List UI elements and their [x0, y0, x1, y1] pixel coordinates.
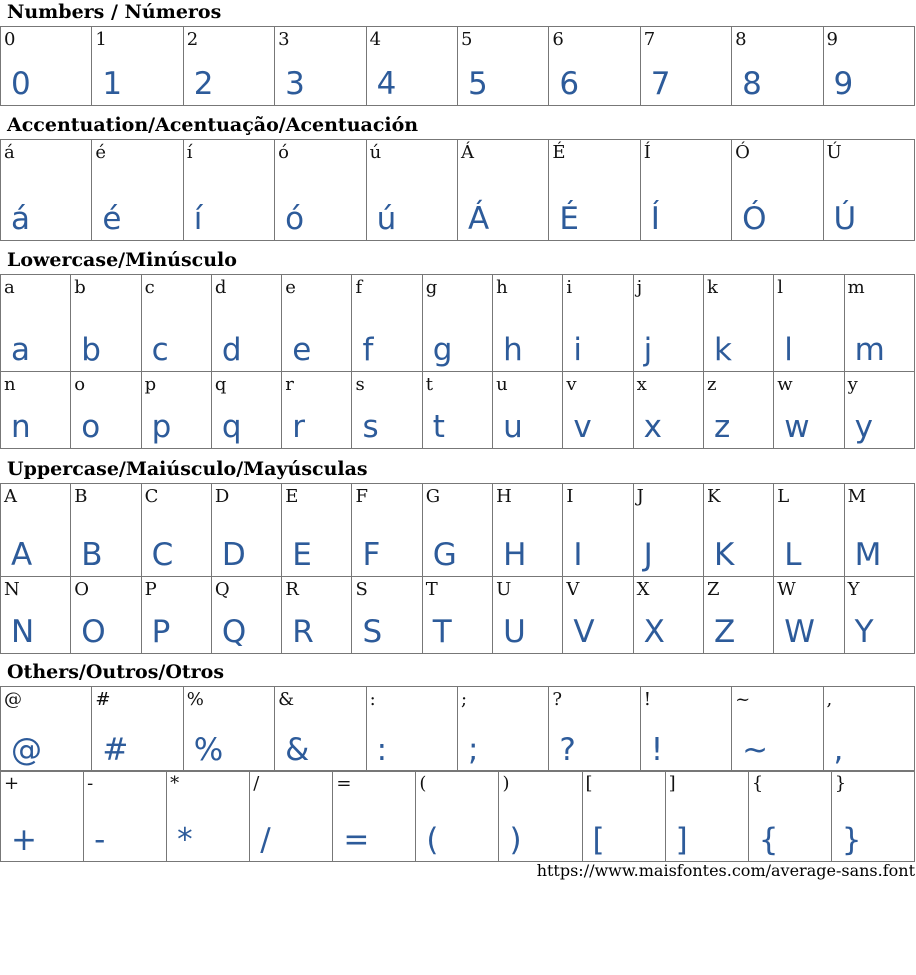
glyph-sample: @ [11, 732, 42, 768]
glyph-caption: Í [643, 142, 651, 163]
glyph-caption: ? [552, 689, 562, 710]
glyph-sample: 1 [102, 66, 123, 102]
glyph-caption: * [170, 773, 180, 794]
glyph-sample: k [713, 332, 732, 368]
glyph-sample: z [713, 409, 731, 445]
source-url: https://www.maisfontes.com/average-sans.font [536, 861, 915, 880]
glyph-caption: é [95, 142, 107, 163]
glyph-caption: j [636, 277, 643, 298]
glyph-caption: w [777, 374, 793, 395]
glyph-sample: 8 [742, 66, 762, 102]
glyph-caption: 8 [735, 29, 747, 50]
section-title-others: Others/Outros/Otros [7, 661, 225, 683]
glyph-caption: t [425, 374, 434, 395]
glyph-caption: z [706, 374, 717, 395]
glyph-caption: f [355, 277, 363, 298]
glyph-caption: Z [706, 579, 720, 600]
glyph-cell-numbers-u30 [1, 27, 92, 106]
glyph-cell-numbers-u32 [183, 27, 274, 106]
glyph-caption: P [144, 579, 157, 600]
numbers-grid [0, 26, 915, 106]
glyph-cell-others-u2b [1, 771, 84, 862]
glyph-sample: ? [559, 732, 576, 768]
glyph-cell-others-u7e [732, 687, 823, 772]
glyph-sample: q [221, 409, 242, 445]
glyph-cell-others-u26 [275, 687, 366, 772]
glyph-sample: P [151, 614, 171, 650]
glyph-sample: * [177, 822, 193, 858]
glyph-cell-others-u2f [250, 771, 333, 862]
glyph-sample: ó [285, 201, 305, 237]
glyph-caption: n [4, 374, 16, 395]
glyph-cell-lowercase-u76 [563, 372, 633, 449]
glyph-caption: 0 [4, 29, 16, 50]
glyph-caption: D [214, 486, 230, 507]
glyph-row [1, 687, 915, 772]
glyph-sample: w [784, 409, 810, 445]
glyph-caption: N [4, 579, 20, 600]
glyph-cell-uppercase-u48 [493, 484, 563, 577]
glyph-cell-others-u5b [582, 771, 665, 862]
glyph-cell-uppercase-u54 [422, 577, 492, 654]
glyph-sample: # [102, 732, 129, 768]
glyph-cell-uppercase-u5a [703, 577, 773, 654]
glyph-cell-uppercase-u52 [282, 577, 352, 654]
glyph-sample: A [11, 537, 33, 573]
glyph-sample: 2 [193, 66, 214, 102]
glyph-sample: U [503, 614, 526, 650]
glyph-cell-others-u5d [665, 771, 748, 862]
glyph-caption: Ó [735, 142, 750, 163]
section-title-lowercase: Lowercase/Minúsculo [7, 249, 237, 271]
glyph-cell-others-u25 [183, 687, 274, 772]
glyph-sample: D [221, 537, 246, 573]
glyph-sample: G [432, 537, 457, 573]
glyph-caption: Ú [826, 142, 842, 163]
glyph-sample: m [854, 332, 885, 368]
glyph-sample: O [81, 614, 106, 650]
glyph-cell-lowercase-u6e [1, 372, 71, 449]
glyph-sample: I [573, 537, 583, 573]
glyph-cell-accents-uc9 [549, 140, 640, 241]
glyph-cell-uppercase-u56 [563, 577, 633, 654]
glyph-sample: 3 [285, 66, 305, 102]
glyph-cell-lowercase-u61 [1, 275, 71, 372]
glyph-caption: c [144, 277, 155, 298]
glyph-sample: v [573, 409, 592, 445]
glyph-row [1, 484, 915, 577]
glyph-cell-others-u2c [823, 687, 914, 772]
glyph-sample: y [854, 409, 873, 445]
glyph-cell-numbers-u35 [457, 27, 548, 106]
glyph-cell-lowercase-u6c [774, 275, 844, 372]
glyph-cell-accents-ued [183, 140, 274, 241]
glyph-sample: Z [713, 614, 736, 650]
glyph-cell-others-u3b [457, 687, 548, 772]
glyph-cell-others-u3a [366, 687, 457, 772]
glyph-caption: & [278, 689, 295, 710]
glyph-sample: ( [426, 822, 439, 858]
glyph-caption: o [74, 374, 86, 395]
glyph-cell-others-u21 [640, 687, 731, 772]
glyph-caption: ) [502, 773, 510, 794]
glyph-cell-uppercase-u51 [211, 577, 281, 654]
glyph-cell-others-u40 [1, 687, 92, 772]
glyph-caption: @ [4, 689, 22, 710]
glyph-cell-numbers-u34 [366, 27, 457, 106]
glyph-caption: ] [668, 773, 676, 794]
glyph-sample: Ú [833, 201, 857, 237]
glyph-caption: U [496, 579, 512, 600]
glyph-sample: á [11, 201, 30, 237]
glyph-cell-uppercase-u43 [141, 484, 211, 577]
glyph-caption: G [425, 486, 441, 507]
glyph-caption: O [74, 579, 90, 600]
glyph-caption: i [566, 277, 573, 298]
glyph-caption: S [355, 579, 368, 600]
glyph-sample: - [94, 822, 106, 858]
glyph-sample: M [854, 537, 882, 573]
glyph-caption: { [751, 773, 764, 794]
glyph-caption: C [144, 486, 159, 507]
glyph-cell-uppercase-u41 [1, 484, 71, 577]
glyph-caption: X [636, 579, 650, 600]
glyph-cell-lowercase-u77 [774, 372, 844, 449]
glyph-caption: J [636, 486, 644, 507]
glyph-caption: m [847, 277, 865, 298]
glyph-cell-lowercase-u73 [352, 372, 422, 449]
glyph-cell-uppercase-u47 [422, 484, 492, 577]
glyph-row [1, 275, 915, 372]
section-title-uppercase: Uppercase/Maiúsculo/Mayúsculas [7, 458, 368, 480]
glyph-caption: y [847, 374, 858, 395]
glyph-cell-accents-ue9 [92, 140, 183, 241]
glyph-caption: = [336, 773, 352, 794]
glyph-sample: V [573, 614, 595, 650]
glyph-cell-numbers-u37 [640, 27, 731, 106]
glyph-caption: 4 [369, 29, 382, 50]
glyph-cell-others-u7b [748, 771, 831, 862]
glyph-cell-uppercase-u4e [1, 577, 71, 654]
glyph-cell-lowercase-u78 [633, 372, 703, 449]
glyph-cell-uppercase-u4b [703, 484, 773, 577]
glyph-cell-uppercase-u53 [352, 577, 422, 654]
glyph-cell-lowercase-u75 [493, 372, 563, 449]
glyph-cell-lowercase-u67 [422, 275, 492, 372]
glyph-sample: Q [221, 614, 247, 650]
glyph-caption: A [4, 486, 17, 507]
glyph-cell-accents-uf3 [275, 140, 366, 241]
glyph-sample: p [151, 409, 172, 445]
glyph-caption: % [186, 689, 204, 710]
glyph-sample: F [362, 537, 381, 573]
glyph-cell-others-u29 [499, 771, 582, 862]
glyph-sample: n [11, 409, 31, 445]
section-title-numbers: Numbers / Números [7, 1, 222, 23]
glyph-sample: 9 [833, 66, 854, 102]
glyph-caption: / [253, 773, 260, 794]
glyph-sample: Í [650, 201, 660, 237]
glyph-sample: , [833, 732, 844, 768]
glyph-caption: 9 [826, 29, 838, 50]
glyph-caption: á [4, 142, 15, 163]
glyph-caption: Á [460, 142, 474, 163]
glyph-sample: t [432, 409, 445, 445]
glyph-caption: h [496, 277, 508, 298]
glyph-sample: f [362, 332, 374, 368]
glyph-cell-uppercase-u46 [352, 484, 422, 577]
glyph-cell-lowercase-u65 [282, 275, 352, 372]
glyph-caption: F [355, 486, 368, 507]
glyph-sample: E [292, 537, 312, 573]
glyph-sample: + [11, 822, 37, 858]
glyph-row [1, 771, 915, 862]
glyph-sample: ! [650, 732, 664, 768]
glyph-cell-numbers-u31 [92, 27, 183, 106]
glyph-sample: d [221, 332, 242, 368]
glyph-sample: r [292, 409, 305, 445]
glyph-caption: E [285, 486, 299, 507]
glyph-caption: # [95, 689, 111, 710]
glyph-caption: 6 [552, 29, 564, 50]
glyph-caption: 2 [186, 29, 199, 50]
glyph-caption: ó [278, 142, 290, 163]
glyph-caption: B [74, 486, 88, 507]
glyph-sample: R [292, 614, 314, 650]
glyph-sample: C [151, 537, 174, 573]
glyph-caption: Y [847, 579, 860, 600]
glyph-caption: q [214, 374, 227, 395]
glyph-sample: b [81, 332, 101, 368]
glyph-sample: ú [376, 201, 397, 237]
glyph-cell-numbers-u33 [275, 27, 366, 106]
glyph-cell-accents-ue1 [1, 140, 92, 241]
glyph-sample: 7 [650, 66, 671, 102]
glyph-cell-lowercase-u6b [703, 275, 773, 372]
glyph-caption: H [496, 486, 512, 507]
others-grid-1 [0, 686, 915, 772]
glyph-cell-lowercase-u6a [633, 275, 703, 372]
glyph-caption: , [826, 689, 833, 710]
glyph-cell-uppercase-u57 [774, 577, 844, 654]
glyph-cell-lowercase-u74 [422, 372, 492, 449]
glyph-caption: r [285, 374, 294, 395]
glyph-cell-lowercase-u6f [71, 372, 141, 449]
glyph-sample: Ó [742, 201, 767, 237]
glyph-caption: L [777, 486, 790, 507]
glyph-cell-uppercase-u59 [844, 577, 914, 654]
glyph-caption: 5 [460, 29, 473, 50]
glyph-cell-uppercase-u42 [71, 484, 141, 577]
glyph-caption: v [566, 374, 577, 395]
glyph-cell-uppercase-u4f [71, 577, 141, 654]
glyph-cell-uppercase-u55 [493, 577, 563, 654]
lowercase-grid [0, 274, 915, 449]
glyph-sample: N [11, 614, 35, 650]
glyph-cell-others-u23 [92, 687, 183, 772]
glyph-cell-uppercase-u4d [844, 484, 914, 577]
glyph-caption: R [285, 579, 299, 600]
glyph-cell-others-u2d [84, 771, 167, 862]
glyph-caption: M [847, 486, 866, 507]
glyph-caption: - [87, 773, 94, 794]
glyph-sample: { [758, 822, 779, 858]
glyph-cell-lowercase-u69 [563, 275, 633, 372]
glyph-caption: + [4, 773, 20, 794]
glyph-caption: } [834, 773, 847, 794]
glyph-cell-lowercase-u72 [282, 372, 352, 449]
glyph-caption: : [369, 689, 376, 710]
glyph-cell-uppercase-u58 [633, 577, 703, 654]
glyph-row [1, 27, 915, 106]
glyph-sample: ) [509, 822, 522, 858]
glyph-cell-others-u7d [831, 771, 914, 862]
glyph-caption: k [706, 277, 718, 298]
glyph-sample: T [432, 614, 452, 650]
glyph-sample: 0 [11, 66, 31, 102]
glyph-sample: i [573, 332, 582, 368]
glyph-cell-lowercase-u70 [141, 372, 211, 449]
glyph-sample: H [503, 537, 527, 573]
glyph-caption: T [425, 579, 438, 600]
glyph-sample: / [260, 822, 271, 858]
glyph-sample: X [643, 614, 665, 650]
glyph-cell-others-u28 [416, 771, 499, 862]
glyph-cell-numbers-u36 [549, 27, 640, 106]
glyph-cell-others-u2a [167, 771, 250, 862]
glyph-cell-accents-ucd [640, 140, 731, 241]
glyph-caption: í [186, 142, 193, 163]
section-title-accents: Accentuation/Acentuação/Acentuación [7, 114, 419, 136]
glyph-cell-accents-uda [823, 140, 914, 241]
glyph-sample: h [503, 332, 523, 368]
glyph-sample: } [841, 822, 862, 858]
glyph-sample: [ [592, 822, 605, 858]
glyph-sample: Á [467, 201, 490, 237]
glyph-caption: x [636, 374, 647, 395]
glyph-sample: e [292, 332, 312, 368]
glyph-sample: = [343, 822, 370, 858]
glyph-cell-uppercase-u4c [774, 484, 844, 577]
glyph-sample: 4 [376, 66, 397, 102]
glyph-caption: K [706, 486, 721, 507]
glyph-cell-accents-ud3 [732, 140, 823, 241]
glyph-sample: j [643, 332, 653, 368]
glyph-cell-lowercase-u66 [352, 275, 422, 372]
glyph-sample: í [193, 201, 203, 237]
glyph-cell-lowercase-u62 [71, 275, 141, 372]
glyph-caption: ( [419, 773, 427, 794]
glyph-sample: L [784, 537, 802, 573]
glyph-cell-uppercase-u4a [633, 484, 703, 577]
glyph-sample: s [362, 409, 379, 445]
glyph-sample: g [432, 332, 453, 368]
glyph-caption: s [355, 374, 365, 395]
glyph-row [1, 577, 915, 654]
glyph-caption: l [777, 277, 784, 298]
glyph-caption: ! [643, 689, 651, 710]
glyph-caption: b [74, 277, 86, 298]
glyph-caption: [ [585, 773, 593, 794]
glyph-caption: g [425, 277, 438, 298]
glyph-sample: % [193, 732, 224, 768]
glyph-cell-lowercase-u71 [211, 372, 281, 449]
glyph-cell-accents-uc1 [457, 140, 548, 241]
glyph-sample: W [784, 614, 815, 650]
glyph-sample: a [11, 332, 30, 368]
glyph-caption: V [566, 579, 580, 600]
glyph-caption: 7 [643, 29, 656, 50]
glyph-caption: 1 [95, 29, 107, 50]
glyph-cell-lowercase-u7a [703, 372, 773, 449]
glyph-caption: a [4, 277, 15, 298]
glyph-sample: o [81, 409, 101, 445]
glyph-sample: u [503, 409, 523, 445]
glyph-row [1, 140, 915, 241]
glyph-cell-numbers-u39 [823, 27, 914, 106]
glyph-sample: ] [675, 822, 688, 858]
glyph-sample: é [102, 201, 122, 237]
glyph-caption: e [285, 277, 296, 298]
glyph-cell-uppercase-u49 [563, 484, 633, 577]
glyph-caption: d [214, 277, 227, 298]
glyph-cell-lowercase-u63 [141, 275, 211, 372]
glyph-sample: K [713, 537, 735, 573]
glyph-cell-lowercase-u68 [493, 275, 563, 372]
glyph-cell-lowercase-u6d [844, 275, 914, 372]
glyph-sample: ; [467, 732, 479, 768]
glyph-sample: B [81, 537, 103, 573]
glyph-sample: & [285, 732, 310, 768]
glyph-sample: l [784, 332, 793, 368]
glyph-cell-uppercase-u45 [282, 484, 352, 577]
glyph-cell-uppercase-u50 [141, 577, 211, 654]
glyph-cell-accents-ufa [366, 140, 457, 241]
glyph-cell-others-u3d [333, 771, 416, 862]
uppercase-grid [0, 483, 915, 654]
glyph-sample: x [643, 409, 663, 445]
glyph-caption: u [496, 374, 508, 395]
glyph-caption: ; [460, 689, 468, 710]
glyph-sample: 6 [559, 66, 580, 102]
glyph-caption: p [144, 374, 157, 395]
glyph-sample: c [151, 332, 169, 368]
glyph-caption: 3 [278, 29, 290, 50]
glyph-cell-uppercase-u44 [211, 484, 281, 577]
others-grid-2 [0, 770, 915, 862]
glyph-row [1, 372, 915, 449]
glyph-sample: Y [854, 614, 874, 650]
glyph-cell-lowercase-u79 [844, 372, 914, 449]
glyph-caption: W [777, 579, 796, 600]
glyph-sample: É [559, 201, 579, 237]
glyph-sample: S [362, 614, 383, 650]
glyph-caption: ú [369, 142, 382, 163]
accents-grid [0, 139, 915, 241]
glyph-sample: J [643, 537, 653, 573]
glyph-sample: 5 [467, 66, 488, 102]
glyph-caption: Q [214, 579, 230, 600]
glyph-caption: ~ [735, 689, 751, 710]
glyph-cell-lowercase-u64 [211, 275, 281, 372]
glyph-cell-others-u3f [549, 687, 640, 772]
glyph-sample: ~ [742, 732, 769, 768]
glyph-sample: : [376, 732, 388, 768]
glyph-caption: I [566, 486, 574, 507]
glyph-caption: É [552, 142, 566, 163]
glyph-cell-numbers-u38 [732, 27, 823, 106]
